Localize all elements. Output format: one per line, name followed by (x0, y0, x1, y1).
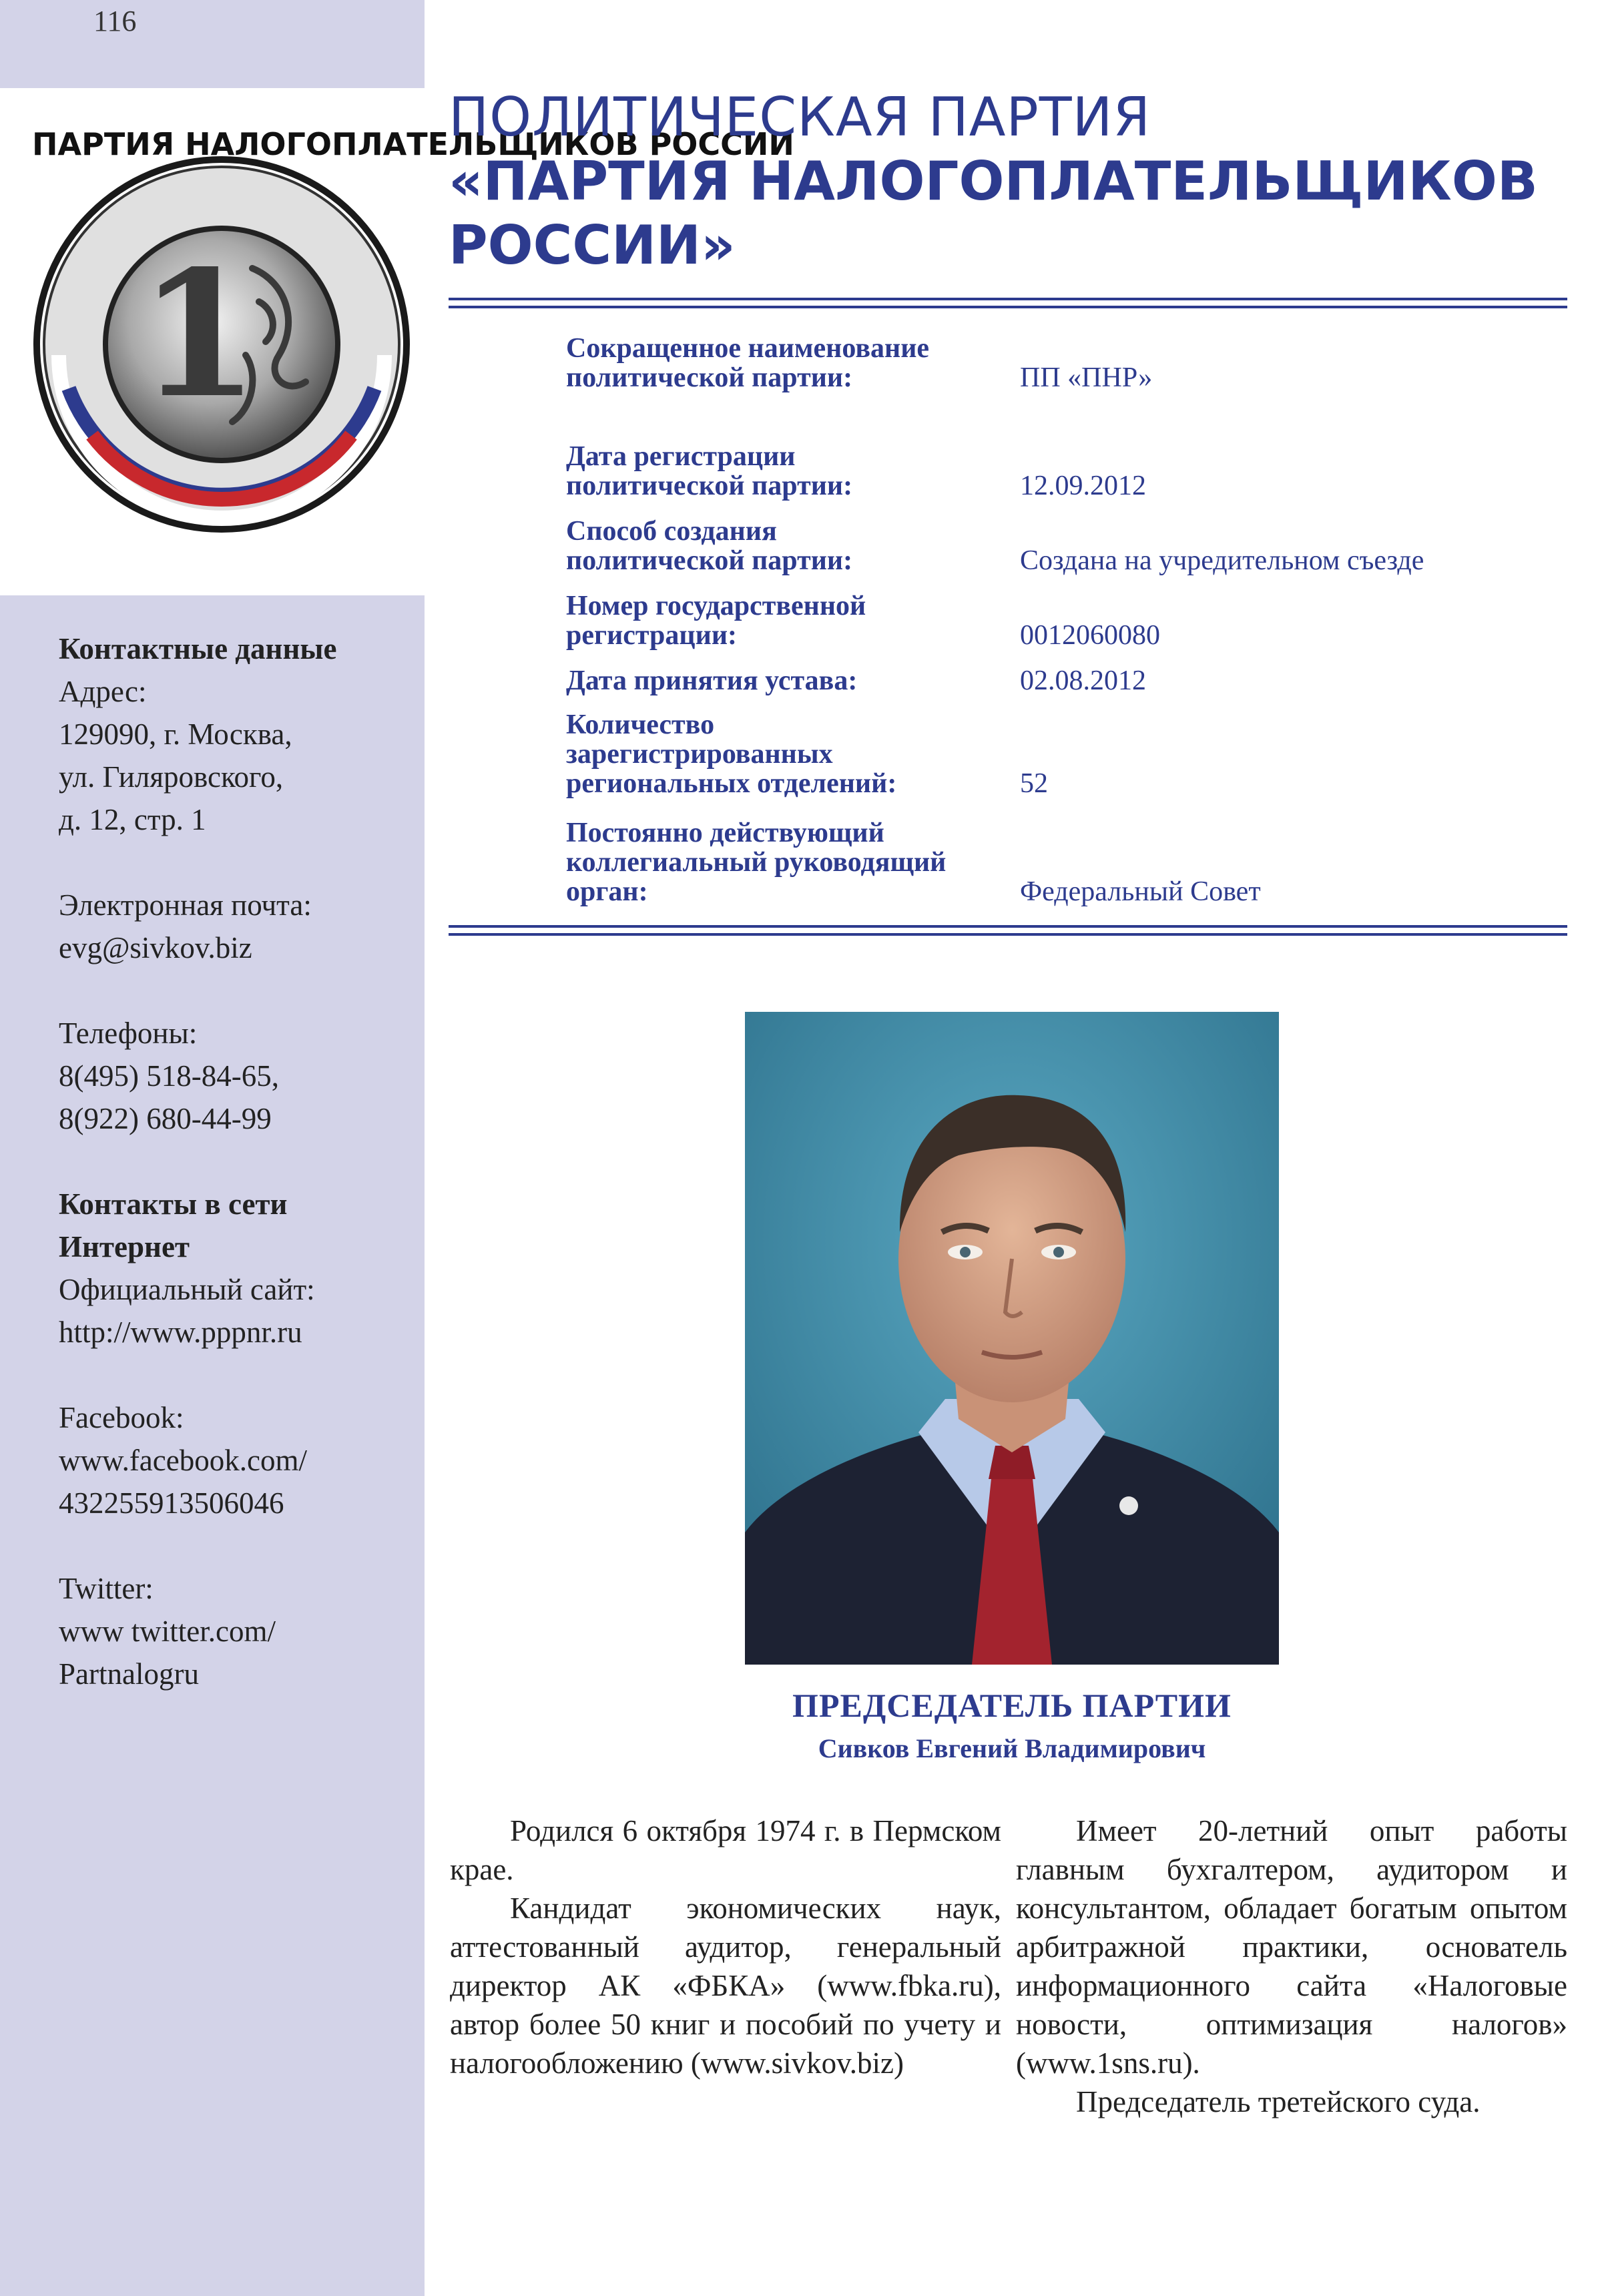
internet-heading: Контакты в сети (59, 1187, 288, 1221)
sidebar-header-band (0, 0, 425, 88)
site-label: Официальный сайт: (59, 1273, 315, 1306)
bio-paragraph: Имеет 20-летний опыт работы главным бухгалтером, аудитором и консультантом, обладает богатым опытом арбитражной практики, основатель информационного сайта «Налоговые новости, оптимизация налогов» (www.1sns.ru). (1016, 1814, 1567, 2080)
phone-number: 8(495) 518-84-65, (59, 1059, 279, 1093)
bio-column-right (1016, 1811, 1567, 2121)
title-line-3: РОССИИ» (449, 214, 736, 276)
contacts-heading: Контактные данные (59, 632, 337, 665)
chairman-photo (745, 1012, 1279, 1665)
info-value: ПП «ПНР» (1020, 362, 1153, 393)
email-link[interactable]: evg@sivkov.biz (59, 931, 252, 964)
info-label: Дата принятия устава: (566, 665, 858, 696)
twitter-label: Twitter: (59, 1572, 154, 1605)
bio-column-left (450, 1811, 1001, 2082)
bio-paragraph: Кандидат экономических наук, аттестованный аудитор, генеральный директор АК «ФБКА» (www.fbka.ru), автор более 50 книг и пособий по учету и налогообложению (www.sivkov.biz) (450, 1892, 1001, 2080)
title-rule-top (449, 298, 1567, 300)
info-label: Способ создания политической партии: (566, 516, 853, 576)
address-label: Адрес: (59, 675, 147, 708)
bio-paragraph: Родился 6 октября 1974 г. в Пермском крае. (450, 1814, 1001, 1886)
contacts-block (59, 627, 419, 1695)
logo-numeral: 1 (138, 233, 260, 437)
email-label: Электронная почта: (59, 888, 312, 922)
phones-label: Телефоны: (59, 1017, 198, 1050)
info-value: Федеральный Совет (1020, 876, 1261, 907)
internet-heading: Интернет (59, 1230, 190, 1263)
chairman-role: ПРЕДСЕДАТЕЛЬ ПАРТИИ (792, 1687, 1232, 1724)
address-line: 129090, г. Москва, (59, 718, 292, 751)
info-label: Постоянно действующий коллегиальный руководящий орган: (566, 818, 947, 907)
info-rule-bottom (449, 933, 1567, 936)
address-line: д. 12, стр. 1 (59, 803, 206, 836)
info-value: Создана на учредительном съезде (1020, 545, 1424, 576)
info-value: 52 (1020, 768, 1048, 799)
site-link[interactable]: http://www.pppnr.ru (59, 1316, 302, 1349)
title-line-1: ПОЛИТИЧЕСКАЯ ПАРТИЯ (449, 86, 1151, 148)
info-label: Дата регистрации политической партии: (566, 441, 853, 501)
page-title (449, 85, 1538, 278)
title-rule-bottom (449, 306, 1567, 308)
info-rule-top (449, 925, 1567, 928)
chairman-name: Сивков Евгений Владимирович (818, 1733, 1206, 1763)
address-line: ул. Гиляровского, (59, 760, 284, 794)
facebook-label: Facebook: (59, 1401, 184, 1434)
twitter-link[interactable]: Partnalogru (59, 1657, 199, 1691)
facebook-link[interactable]: 432255913506046 (59, 1486, 284, 1520)
info-label: Сокращенное наименование политической партии: (566, 333, 930, 393)
logo-ring-text: ПАРТИЯ НАЛОГОПЛАТЕЛЬЩИКОВ РОССИИ (32, 126, 794, 162)
twitter-link[interactable]: www twitter.com/ (59, 1615, 276, 1648)
info-value: 02.08.2012 (1020, 665, 1146, 696)
info-value: 12.09.2012 (1020, 471, 1146, 501)
info-label: Номер государственной регистрации: (566, 591, 866, 651)
title-line-2: «ПАРТИЯ НАЛОГОПЛАТЕЛЬЩИКОВ (449, 150, 1538, 212)
info-value: 0012060080 (1020, 620, 1160, 651)
bio-paragraph: Председатель третейского суда. (1076, 2085, 1481, 2118)
info-label: Количество зарегистрированных региональных отделений: (566, 709, 897, 799)
phone-number: 8(922) 680-44-99 (59, 1102, 272, 1135)
page-number: 116 (93, 5, 137, 37)
facebook-link[interactable]: www.facebook.com/ (59, 1444, 307, 1477)
